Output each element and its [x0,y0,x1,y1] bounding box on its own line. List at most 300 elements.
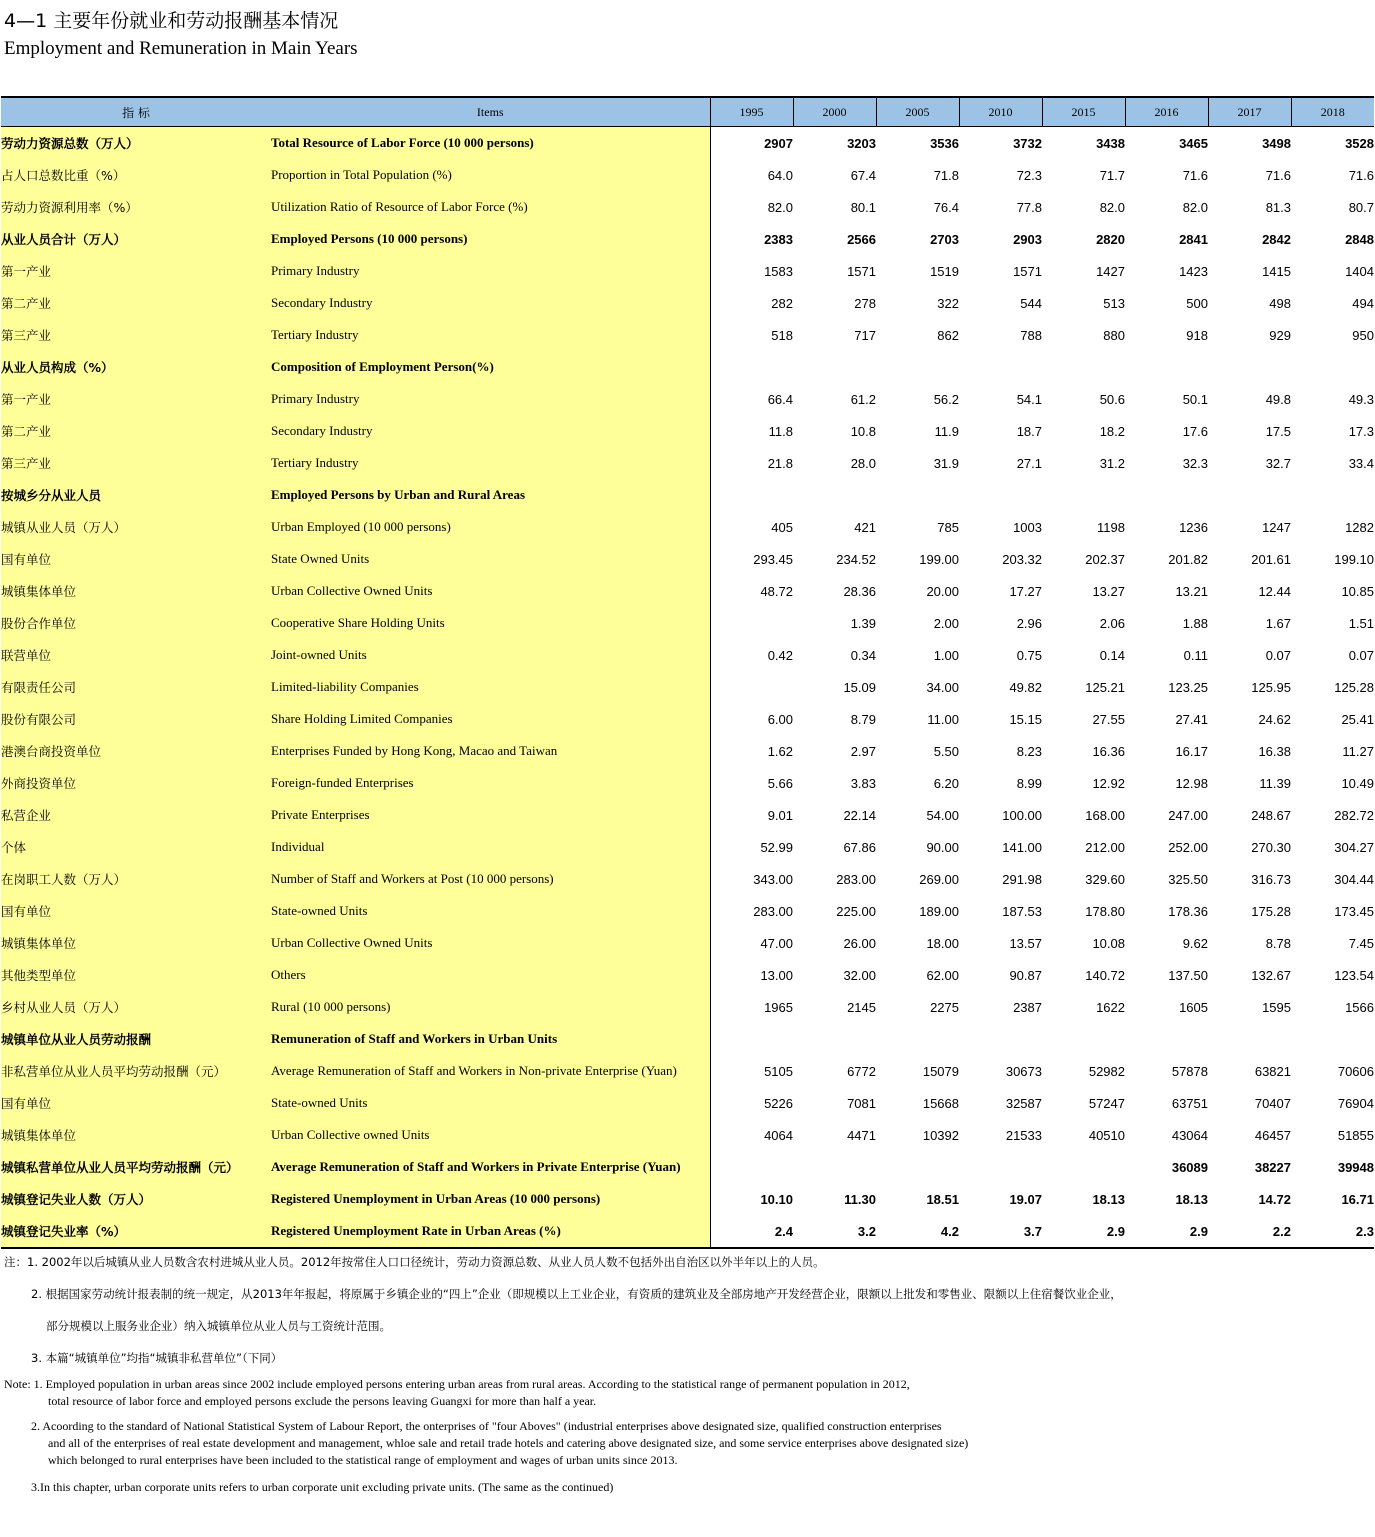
table-row [1,287,1374,319]
value-cell: 4471 [847,1127,876,1143]
value-cell: 18.7 [1016,423,1042,439]
value-cell: 48.72 [760,583,793,599]
value-cell: 1.00 [933,647,959,663]
value-cell: 27.55 [1092,711,1125,727]
value-cell: 51855 [1337,1127,1374,1143]
value-cell: 1595 [1262,999,1291,1015]
table-row [1,959,1374,991]
value-cell: 18.2 [1099,423,1125,439]
value-cell: 2383 [764,231,793,247]
value-cell [876,1151,959,1183]
value-cell: 6.20 [933,775,959,791]
value-cell: 70407 [1254,1095,1291,1111]
value-cell: 2275 [930,999,959,1015]
value-cell [710,671,793,703]
value-cell: 7081 [847,1095,876,1111]
row-label-cn: 第二产业 [1,415,271,447]
value-cell: 3.7 [959,1215,1042,1248]
value-cell: 13.21 [1175,583,1208,599]
value-cell: 15.15 [1009,711,1042,727]
value-cell: 1415 [1262,263,1291,279]
value-cell [1291,1023,1374,1055]
value-cell: 16.17 [1175,743,1208,759]
value-cell: 25.41 [1341,711,1374,727]
value-cell: 16.71 [1341,1191,1374,1207]
row-label-cn: 从业人员合计（万人） [1,223,271,255]
value-cell: 123.54 [1334,967,1374,983]
row-label-cn: 劳动力资源利用率（%） [1,191,271,223]
value-cell: 518 [771,327,793,343]
table-row [1,1183,1374,1215]
value-cell: 862 [937,327,959,343]
row-label-en: Primary Industry [271,255,710,287]
value-cell: 168.00 [1085,807,1125,823]
row-label-en: Secondary Industry [271,287,710,319]
table-row [1,671,1374,703]
row-label-cn: 国有单位 [1,543,271,575]
row-label-en: Secondary Industry [271,415,710,447]
value-cell: 64.0 [767,167,793,183]
row-label-cn: 个体 [1,831,271,863]
table-row [1,799,1374,831]
table-row [1,735,1374,767]
value-cell: 2703 [930,231,959,247]
table-row [1,543,1374,575]
value-cell: 72.3 [1016,167,1042,183]
table-row [1,351,1374,383]
value-cell: 12.44 [1258,583,1291,599]
value-cell [959,479,1042,511]
value-cell [1208,351,1291,383]
value-cell [710,479,793,511]
table-row [1,767,1374,799]
value-cell: 1571 [847,263,876,279]
header-year: 2016 [1125,97,1208,127]
header-year: 2018 [1291,97,1374,127]
value-cell: 2566 [847,231,876,247]
value-cell: 3203 [847,135,876,151]
value-cell: 123.25 [1168,679,1208,695]
value-cell: 293.45 [753,551,793,567]
value-cell: 4064 [764,1127,793,1143]
value-cell: 283.00 [753,903,793,919]
value-cell: 11.39 [1259,775,1291,791]
value-cell: 63821 [1254,1063,1291,1079]
value-cell: 2.2 [1208,1215,1291,1248]
value-cell: 57878 [1171,1063,1208,1079]
table-row [1,1119,1374,1151]
value-cell: 26.00 [843,935,876,951]
value-cell: 201.82 [1168,551,1208,567]
value-cell: 199.00 [919,551,959,567]
value-cell: 1198 [1097,519,1125,535]
value-cell: 2848 [1345,231,1374,247]
value-cell: 10.08 [1092,935,1125,951]
value-cell: 13.00 [760,967,793,983]
value-cell: 54.1 [1016,391,1042,407]
value-cell [793,1023,876,1055]
row-label-en: Employed Persons by Urban and Rural Areas [271,479,710,511]
row-label-cn: 城镇集体单位 [1,927,271,959]
header-year: 2017 [1208,97,1291,127]
value-cell: 32.3 [1182,455,1208,471]
value-cell [1042,1023,1125,1055]
value-cell: 187.53 [1002,903,1042,919]
table-title-chinese: 4—1 主要年份就业和劳动报酬基本情况 [4,10,339,32]
row-label-cn: 劳动力资源总数（万人） [1,127,271,160]
row-label-cn: 按城乡分从业人员 [1,479,271,511]
row-label-cn: 股份有限公司 [1,703,271,735]
table-row [1,703,1374,735]
value-cell [1125,1023,1208,1055]
value-cell: 3.83 [850,775,876,791]
value-cell: 2.00 [933,615,959,631]
row-label-cn: 城镇私营单位从业人员平均劳动报酬（元） [1,1151,271,1183]
value-cell: 38227 [1254,1159,1291,1175]
row-label-en: Remuneration of Staff and Workers in Urban Units [271,1023,710,1055]
value-cell: 125.95 [1251,679,1291,695]
value-cell: 71.8 [933,167,959,183]
value-cell: 10.8 [850,423,876,439]
row-label-cn: 从业人员构成（%） [1,351,271,383]
value-cell: 0.34 [850,647,876,663]
row-label-en: Average Remuneration of Staff and Workers in Non-private Enterprise (Yuan) [271,1055,710,1087]
value-cell: 39948 [1337,1159,1374,1175]
value-cell: 67.4 [850,167,876,183]
value-cell: 199.10 [1334,551,1374,567]
row-label-cn: 私营企业 [1,799,271,831]
note-en-2-cont-b: which belonged to rural enterprises have been included to the statistical range of employment and wages of urban units since 2013. [48,1453,678,1467]
note-en-3: 3.In this chapter, urban corporate units refers to urban corporate unit excluding private units. (The same as the continued) [31,1480,614,1494]
table-row [1,223,1374,255]
value-cell: 1566 [1345,999,1374,1015]
value-cell: 1423 [1179,263,1208,279]
row-label-cn: 第一产业 [1,255,271,287]
table-row [1,127,1374,160]
value-cell: 918 [1186,327,1208,343]
value-cell: 15079 [922,1063,959,1079]
row-label-cn: 乡村从业人员（万人） [1,991,271,1023]
value-cell: 81.3 [1265,199,1291,215]
value-cell: 252.00 [1168,839,1208,855]
value-cell: 1571 [1013,263,1042,279]
row-label-cn: 非私营单位从业人员平均劳动报酬（元） [1,1055,271,1087]
value-cell: 1.88 [1182,615,1208,631]
value-cell: 3.2 [793,1215,876,1248]
row-label-cn: 城镇登记失业人数（万人） [1,1183,271,1215]
value-cell: 304.27 [1334,839,1374,855]
value-cell: 788 [1020,327,1042,343]
table-title-english: Employment and Remuneration in Main Years [4,38,358,59]
value-cell: 11.9 [934,423,959,439]
value-cell [1291,351,1374,383]
value-cell: 201.61 [1251,551,1291,567]
value-cell: 34.00 [926,679,959,695]
value-cell: 283.00 [836,871,876,887]
value-cell: 56.2 [933,391,959,407]
value-cell: 1.39 [850,615,876,631]
row-label-cn: 国有单位 [1,1087,271,1119]
row-label-cn: 其他类型单位 [1,959,271,991]
value-cell: 2.3 [1291,1215,1374,1248]
value-cell: 1427 [1096,263,1125,279]
value-cell: 3732 [1013,135,1042,151]
value-cell: 322 [937,295,959,311]
value-cell: 8.78 [1265,935,1291,951]
value-cell: 175.28 [1251,903,1291,919]
row-label-en: Tertiary Industry [271,447,710,479]
value-cell: 18.00 [926,935,959,951]
value-cell: 77.8 [1016,199,1042,215]
value-cell: 225.00 [836,903,876,919]
value-cell: 8.23 [1016,743,1042,759]
value-cell [1291,479,1374,511]
value-cell: 6.00 [767,711,793,727]
row-label-cn: 国有单位 [1,895,271,927]
row-label-en: State Owned Units [271,543,710,575]
value-cell: 67.86 [843,839,876,855]
row-label-cn: 在岗职工人数（万人） [1,863,271,895]
value-cell: 325.50 [1168,871,1208,887]
value-cell: 27.41 [1175,711,1208,727]
value-cell: 10392 [922,1127,959,1143]
value-cell: 2903 [1013,231,1042,247]
value-cell: 3536 [930,135,959,151]
row-label-cn: 第一产业 [1,383,271,415]
value-cell [1125,479,1208,511]
table-row [1,863,1374,895]
table-row [1,159,1374,191]
value-cell: 178.36 [1168,903,1208,919]
table-row [1,415,1374,447]
value-cell: 31.2 [1099,455,1125,471]
value-cell: 76.4 [933,199,959,215]
value-cell: 247.00 [1168,807,1208,823]
value-cell: 1404 [1345,263,1374,279]
row-label-en: Utilization Ratio of Resource of Labor Force (%) [271,191,710,223]
value-cell: 5226 [764,1095,793,1111]
value-cell: 1.67 [1265,615,1291,631]
table-row [1,191,1374,223]
row-label-en: Primary Industry [271,383,710,415]
row-label-en: Urban Employed (10 000 persons) [271,511,710,543]
note-cn-1: 注：1. 2002年以后城镇从业人员数含农村进城从业人员。2012年按常住人口口径统计，劳动力资源总数、从业人员人数不包括外出自治区以外半年以上的人员。 [4,1255,825,1269]
row-label-cn: 外商投资单位 [1,767,271,799]
value-cell: 1519 [930,263,959,279]
table-row [1,991,1374,1023]
header-year: 1995 [710,97,793,127]
note-en-1: Note: 1. Employed population in urban areas since 2002 include employed persons entering urban areas from rural areas. According to the statistical range of permanent population in 2012, [4,1377,910,1391]
value-cell: 3465 [1179,135,1208,151]
value-cell [793,479,876,511]
value-cell: 282.72 [1334,807,1374,823]
value-cell: 15.09 [843,679,876,695]
value-cell: 43064 [1171,1127,1208,1143]
value-cell: 125.28 [1334,679,1374,695]
value-cell: 1236 [1179,519,1208,535]
value-cell: 0.07 [1348,647,1374,663]
value-cell: 11.8 [768,423,793,439]
value-cell: 291.98 [1002,871,1042,887]
value-cell [793,351,876,383]
value-cell: 125.21 [1085,679,1125,695]
note-en-2-cont-a: and all of the enterprises of real estate development and management, whloe sale and retail trade hotels and catering above designated size, and some service enterprises above designated size) [48,1436,969,1450]
value-cell: 1622 [1096,999,1125,1015]
value-cell: 15668 [922,1095,959,1111]
row-label-cn: 城镇从业人员（万人） [1,511,271,543]
value-cell: 1247 [1262,519,1291,535]
value-cell: 2.06 [1099,615,1125,631]
table-row [1,831,1374,863]
row-label-en: Total Resource of Labor Force (10 000 persons) [271,127,710,160]
value-cell: 189.00 [919,903,959,919]
value-cell: 2842 [1262,231,1291,247]
row-label-en: Private Enterprises [271,799,710,831]
value-cell: 212.00 [1085,839,1125,855]
value-cell: 405 [771,519,793,535]
value-cell [1042,351,1125,383]
row-label-en: Joint-owned Units [271,639,710,671]
value-cell: 54.00 [926,807,959,823]
value-cell: 173.45 [1334,903,1374,919]
value-cell: 31.9 [933,455,959,471]
row-label-en: Cooperative Share Holding Units [271,607,710,639]
value-cell: 71.6 [1265,167,1291,183]
value-cell: 70606 [1337,1063,1374,1079]
table-row [1,927,1374,959]
value-cell: 513 [1103,295,1125,311]
table-row [1,1087,1374,1119]
row-label-en: Proportion in Total Population (%) [271,159,710,191]
row-label-en: Individual [271,831,710,863]
value-cell: 30673 [1005,1063,1042,1079]
row-label-en: State-owned Units [271,895,710,927]
value-cell [1208,1023,1291,1055]
value-cell: 316.73 [1251,871,1291,887]
value-cell: 71.7 [1099,167,1125,183]
value-cell: 2.9 [1125,1215,1208,1248]
value-cell: 2.4 [710,1215,793,1248]
value-cell: 304.44 [1334,871,1374,887]
table-row [1,1023,1374,1055]
value-cell [793,1151,876,1183]
value-cell: 269.00 [919,871,959,887]
value-cell: 203.32 [1002,551,1042,567]
row-label-cn: 有限责任公司 [1,671,271,703]
value-cell: 929 [1269,327,1291,343]
value-cell: 2841 [1179,231,1208,247]
row-label-en: Rural (10 000 persons) [271,991,710,1023]
note-cn-2-cont: 部分规模以上服务业企业）纳入城镇单位从业人员与工资统计范围。 [46,1319,391,1333]
table-row [1,479,1374,511]
value-cell: 71.6 [1348,167,1374,183]
table-row [1,607,1374,639]
note-en-1-cont: total resource of labor force and employed persons exclude the persons leaving Guangxi for more than half a year. [48,1394,597,1408]
header-year: 2015 [1042,97,1125,127]
value-cell: 13.27 [1092,583,1125,599]
value-cell: 2.96 [1016,615,1042,631]
row-label-en: State-owned Units [271,1087,710,1119]
value-cell: 14.72 [1258,1191,1291,1207]
value-cell: 1282 [1345,519,1374,535]
value-cell: 28.36 [843,583,876,599]
value-cell: 10.49 [1341,775,1374,791]
row-label-en: Tertiary Industry [271,319,710,351]
table-row [1,639,1374,671]
value-cell [1042,479,1125,511]
value-cell: 18.51 [926,1191,959,1207]
value-cell: 71.6 [1182,167,1208,183]
value-cell: 2820 [1096,231,1125,247]
value-cell: 0.75 [1016,647,1042,663]
value-cell: 80.1 [850,199,876,215]
value-cell: 12.92 [1092,775,1125,791]
value-cell: 17.27 [1009,583,1042,599]
value-cell: 500 [1186,295,1208,311]
value-cell: 11.27 [1342,743,1374,759]
value-cell [710,1023,793,1055]
value-cell [710,1151,793,1183]
value-cell: 6772 [847,1063,876,1079]
value-cell: 343.00 [753,871,793,887]
row-label-cn: 城镇集体单位 [1,1119,271,1151]
value-cell: 52982 [1088,1063,1125,1079]
value-cell: 3438 [1096,135,1125,151]
header-row [1,97,1374,127]
value-cell: 47.00 [760,935,793,951]
value-cell: 12.98 [1175,775,1208,791]
value-cell: 2907 [764,135,793,151]
row-label-cn: 城镇集体单位 [1,575,271,607]
row-label-cn: 第二产业 [1,287,271,319]
value-cell: 278 [854,295,876,311]
row-label-cn: 港澳台商投资单位 [1,735,271,767]
value-cell: 132.67 [1251,967,1291,983]
value-cell: 82.0 [1099,199,1125,215]
value-cell: 82.0 [767,199,793,215]
value-cell: 21.8 [767,455,793,471]
value-cell [959,1023,1042,1055]
value-cell: 90.87 [1009,967,1042,983]
value-cell: 498 [1269,295,1291,311]
value-cell: 140.72 [1085,967,1125,983]
value-cell: 2145 [847,999,876,1015]
value-cell: 40510 [1088,1127,1125,1143]
value-cell: 13.57 [1009,935,1042,951]
table-row [1,447,1374,479]
row-label-cn: 第三产业 [1,447,271,479]
row-label-en: Registered Unemployment Rate in Urban Areas (%) [271,1215,710,1248]
value-cell [1125,351,1208,383]
value-cell: 0.11 [1183,647,1208,663]
value-cell: 2387 [1013,999,1042,1015]
table-row [1,895,1374,927]
value-cell: 8.79 [850,711,876,727]
row-label-en: Employed Persons (10 000 persons) [271,223,710,255]
value-cell: 0.14 [1099,647,1125,663]
value-cell: 32587 [1005,1095,1042,1111]
row-label-en: Average Remuneration of Staff and Workers in Private Enterprise (Yuan) [271,1151,710,1183]
value-cell: 90.00 [926,839,959,855]
value-cell: 52.99 [760,839,793,855]
note-cn-2: 2. 根据国家劳动统计报表制的统一规定，从2013年年报起，将原属于乡镇企业的“四上”企业（即规模以上工业企业，有资质的建筑业及全部房地产开发经营企业，限额以上批发和零售业、限额以上住宿餐饮业企业， [31,1287,1122,1301]
value-cell: 1583 [764,263,793,279]
value-cell: 62.00 [926,967,959,983]
row-label-en: Foreign-funded Enterprises [271,767,710,799]
value-cell [959,351,1042,383]
table-row [1,1055,1374,1087]
value-cell [1042,1151,1125,1183]
